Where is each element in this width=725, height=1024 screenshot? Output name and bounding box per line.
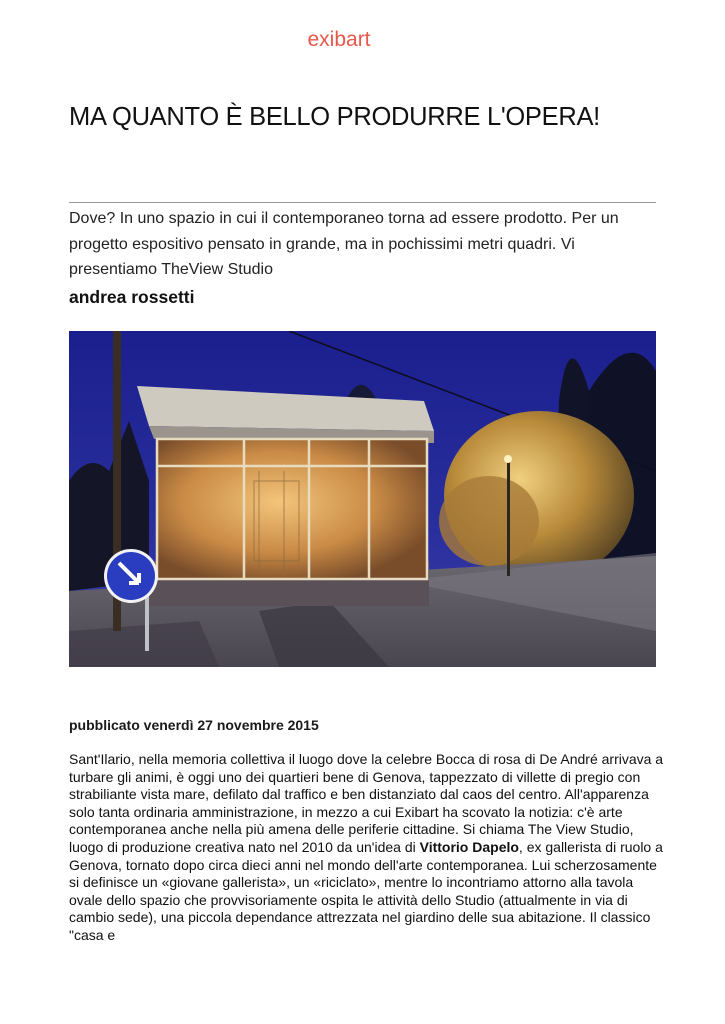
article-lead: Dove? In uno spazio in cui il contemporaneo torna ad essere prodotto. Per un progetto espositivo pensato in grande, ma in pochissimi metri quadri. Vi presentiamo TheView Studio — [69, 210, 619, 278]
divider — [69, 202, 656, 203]
person-name: Vittorio Dapelo — [419, 838, 519, 855]
article-title: MA QUANTO È BELLO PRODURRE L'OPERA! — [69, 103, 600, 131]
author-name[interactable]: andrea rossetti — [69, 287, 195, 307]
article-photo — [69, 331, 656, 667]
article-body: Sant'Ilario, nella memoria collettiva il luogo dove la celebre Bocca di rosa di De André arrivava a turbare gli animi, è oggi uno dei quartieri bene di Genova, tappezzato di villette di pregio con strabiliante vista mare, defilato dal traffico e ben distanziato dal caos del centro. All'apparenza solo tanta ordinaria amministrazione, in mezzo a cui Exibart ha scovato la notizia: c'è arte contemporanea anche nella più amena delle periferie cittadine. Si chiama The View Studio, luogo di produzione creativa nato nel 2010 da un'idea di Vittorio Dapelo, ex gallerista di ruolo a Genova, tornato dopo circa dieci anni nel mondo dell'arte contemporanea. Lui scherzosamente si definisce un «giovane gallerista», un «riciclato», mentre lo incontriamo attorno alla tavola ovale dello spazio che provvisoriamente ospita le attività dello Studio (attualmente in via di cambio sede), una piccola dependance attrezzata nel giardino delle sua abitazione. Il classico "casa e — [69, 751, 664, 943]
publish-date: pubblicato venerdì 27 novembre 2015 — [69, 717, 319, 733]
brand-link[interactable]: exibart — [307, 28, 371, 51]
